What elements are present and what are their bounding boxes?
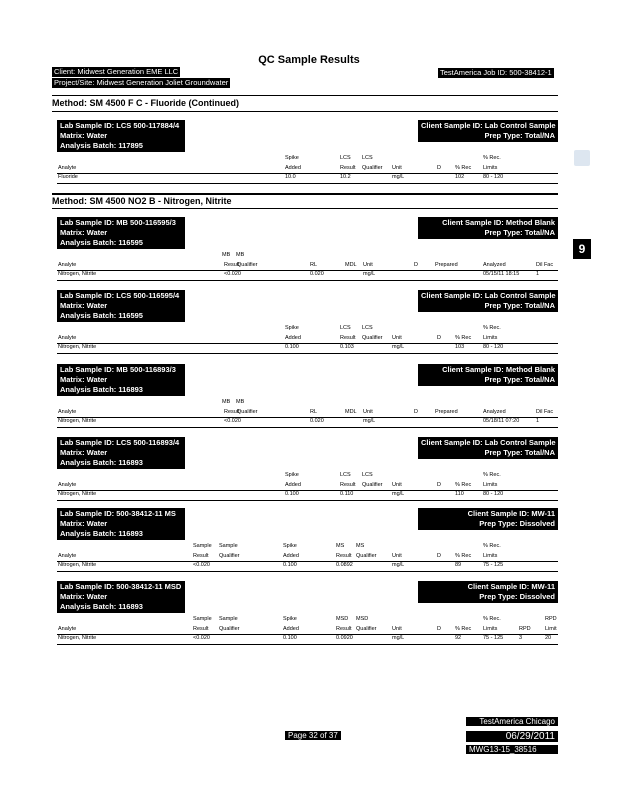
data-cell: 102 xyxy=(455,174,465,180)
method-heading-nitrite: Method: SM 4500 NO2 B - Nitrogen, Nitrite xyxy=(52,196,232,206)
column-header: Dil Fac xyxy=(536,409,554,415)
column-header: Added xyxy=(285,335,301,341)
header-rule xyxy=(52,95,558,96)
client-sample-line: Client Sample ID: Lab Control Sample xyxy=(421,291,556,300)
client-sample-line: Prep Type: Total/NA xyxy=(484,131,555,140)
data-cell: 0.100 xyxy=(283,635,297,641)
lab-sample-block xyxy=(57,364,185,396)
lab-sample-line: Analysis Batch: 116595 xyxy=(60,238,143,247)
lab-sample-line: Matrix: Water xyxy=(60,375,108,384)
client-sample-block xyxy=(418,217,558,239)
client-sample-block xyxy=(418,581,558,603)
data-cell: mg/L xyxy=(392,344,405,350)
column-header: Dil Fac xyxy=(536,262,554,268)
column-header: D xyxy=(437,626,441,632)
column-header: Analyte xyxy=(58,482,77,488)
column-header: Analyte xyxy=(58,165,77,171)
column-header: Qualifier xyxy=(237,409,258,415)
column-header: Analyte xyxy=(58,262,77,268)
column-header: Added xyxy=(283,553,299,559)
column-header: % Rec. xyxy=(483,325,501,331)
lab-sample-line: Matrix: Water xyxy=(60,131,108,140)
client-sample-line: Client Sample ID: Lab Control Sample xyxy=(421,438,556,447)
lab-sample-line: Analysis Batch: 116595 xyxy=(60,311,143,320)
data-cell: 0.0892 xyxy=(336,562,353,568)
client-sample-block xyxy=(418,120,558,142)
column-header: Result xyxy=(224,262,240,268)
data-cell: Nitrogen, Nitrite xyxy=(58,418,97,424)
column-header: Qualifier xyxy=(219,626,240,632)
column-header: LCS xyxy=(340,472,351,478)
column-header: Limits xyxy=(483,165,498,171)
column-header: Spike xyxy=(285,155,299,161)
client-sample-block xyxy=(418,437,558,459)
data-cell: <0.020 xyxy=(224,418,241,424)
lab-sample-line: Lab Sample ID: LCS 500-116893/4 xyxy=(60,438,180,447)
column-header: MS xyxy=(356,543,365,549)
data-cell: 103 xyxy=(455,344,465,350)
column-header: Limits xyxy=(483,482,498,488)
lab-sample-block xyxy=(57,437,185,469)
row-rule xyxy=(57,500,558,501)
column-header: Result xyxy=(340,335,356,341)
column-header: % Rec xyxy=(455,482,472,488)
column-header: % Rec xyxy=(455,335,472,341)
column-header: LCS xyxy=(362,155,373,161)
column-header: Added xyxy=(285,165,301,171)
client-sample-line: Client Sample ID: Method Blank xyxy=(442,365,555,374)
column-header: Sample xyxy=(219,543,238,549)
section-tab: 9 xyxy=(573,239,591,259)
data-cell: 1 xyxy=(536,271,540,277)
footer-code: MWG13-15_38516 xyxy=(466,745,558,754)
column-header: % Rec xyxy=(455,165,472,171)
data-cell: mg/L xyxy=(392,635,405,641)
column-header: Spike xyxy=(285,472,299,478)
data-cell: mg/L xyxy=(363,418,376,424)
column-header: Spike xyxy=(285,325,299,331)
data-cell: 0.100 xyxy=(285,491,299,497)
column-header: Added xyxy=(285,482,301,488)
column-header: Sample xyxy=(219,616,238,622)
method-rule-bottom xyxy=(52,208,558,209)
data-cell: 3 xyxy=(519,635,523,641)
column-header: D xyxy=(414,409,418,415)
data-cell: mg/L xyxy=(392,562,405,568)
data-cell: 10.2 xyxy=(340,174,351,180)
column-header: Spike xyxy=(283,616,297,622)
lab-sample-line: Analysis Batch: 116893 xyxy=(60,385,143,394)
client-line: Client: Midwest Generation EME LLC xyxy=(54,67,179,76)
column-header: % Rec. xyxy=(483,472,501,478)
column-header: Limits xyxy=(483,335,498,341)
data-cell: Nitrogen, Nitrite xyxy=(58,344,97,350)
column-header: D xyxy=(414,262,418,268)
column-header: Analyzed xyxy=(483,262,506,268)
client-sample-line: Client Sample ID: MW-11 xyxy=(467,582,555,591)
row-rule xyxy=(57,427,558,428)
data-cell: 0.103 xyxy=(340,344,354,350)
data-cell: Nitrogen, Nitrite xyxy=(58,491,97,497)
lab-sample-line: Lab Sample ID: 500-38412-11 MS xyxy=(60,509,176,518)
footer-lab: TestAmerica Chicago xyxy=(466,717,558,726)
column-header: Limits xyxy=(483,553,498,559)
row-rule xyxy=(57,353,558,354)
data-cell: 110 xyxy=(455,491,464,497)
data-cell: 75 - 125 xyxy=(483,635,504,641)
data-cell: mg/L xyxy=(363,271,376,277)
column-header: RPD xyxy=(545,616,557,622)
lab-sample-line: Matrix: Water xyxy=(60,592,108,601)
data-cell: 75 - 125 xyxy=(483,562,504,568)
column-header: LCS xyxy=(362,472,373,478)
data-cell: 80 - 120 xyxy=(483,344,504,350)
client-sample-line: Client Sample ID: Method Blank xyxy=(442,218,555,227)
lab-sample-line: Lab Sample ID: 500-38412-11 MSD xyxy=(60,582,182,591)
row-rule xyxy=(57,571,558,572)
column-header: Unit xyxy=(363,409,373,415)
data-cell: 0.100 xyxy=(285,344,299,350)
client-sample-block xyxy=(418,508,558,530)
column-header: Qualifier xyxy=(362,335,383,341)
client-sample-line: Prep Type: Dissolved xyxy=(479,592,555,601)
data-cell: 80 - 120 xyxy=(483,491,504,497)
job-id: TestAmerica Job ID: 500-38412-1 xyxy=(440,68,552,77)
column-header: LCS xyxy=(362,325,373,331)
client-sample-line: Client Sample ID: Lab Control Sample xyxy=(421,121,556,130)
data-cell: 80 - 120 xyxy=(483,174,504,180)
method-heading-fluoride: Method: SM 4500 F C - Fluoride (Continued) xyxy=(52,98,239,108)
column-header: Analyte xyxy=(58,553,77,559)
column-header: Qualifier xyxy=(356,553,377,559)
row-rule xyxy=(57,644,558,645)
column-header: Result xyxy=(193,626,209,632)
footer-date: 06/29/2011 xyxy=(466,731,558,742)
column-header: Prepared xyxy=(435,409,458,415)
lab-sample-line: Matrix: Water xyxy=(60,228,108,237)
data-cell: mg/L xyxy=(392,174,405,180)
column-header: Prepared xyxy=(435,262,458,268)
column-header: MS xyxy=(336,543,345,549)
column-header: Sample xyxy=(193,616,212,622)
page-title: QC Sample Results xyxy=(258,54,360,66)
lab-sample-line: Lab Sample ID: MB 500-116893/3 xyxy=(60,365,176,374)
lab-sample-block xyxy=(57,508,185,540)
client-sample-line: Prep Type: Total/NA xyxy=(484,228,555,237)
column-header: Result xyxy=(336,626,352,632)
column-header: Qualifier xyxy=(237,262,258,268)
lab-sample-line: Analysis Batch: 116893 xyxy=(60,602,143,611)
lab-sample-line: Analysis Batch: 116893 xyxy=(60,529,143,538)
column-header: LCS xyxy=(340,325,351,331)
column-header: Result xyxy=(340,165,356,171)
client-sample-line: Client Sample ID: MW-11 xyxy=(467,509,555,518)
column-header: MB xyxy=(222,252,231,258)
data-cell: Fluoride xyxy=(58,174,78,180)
method-rule xyxy=(52,111,558,112)
column-header: Unit xyxy=(392,335,402,341)
data-cell: <0.020 xyxy=(193,562,210,568)
column-header: D xyxy=(437,553,441,559)
data-cell: <0.020 xyxy=(224,271,241,277)
lab-sample-line: Lab Sample ID: LCS 500-117884/4 xyxy=(60,121,180,130)
column-header: Unit xyxy=(363,262,373,268)
column-header: Analyzed xyxy=(483,409,506,415)
lab-sample-line: Analysis Batch: 116893 xyxy=(60,458,143,467)
client-sample-line: Prep Type: Total/NA xyxy=(484,448,555,457)
lab-sample-block xyxy=(57,120,185,152)
data-cell: 0.0920 xyxy=(336,635,353,641)
column-header: Spike xyxy=(283,543,297,549)
data-cell: Nitrogen, Nitrite xyxy=(58,271,97,277)
data-cell: 89 xyxy=(455,562,462,568)
data-cell: 05/15/11 18:15 xyxy=(483,271,520,277)
column-header: Unit xyxy=(392,626,402,632)
column-header: MSD xyxy=(356,616,369,622)
column-header: Analyte xyxy=(58,335,77,341)
data-cell: 0.100 xyxy=(283,562,297,568)
lab-sample-line: Analysis Batch: 117895 xyxy=(60,141,143,150)
column-header: MDL xyxy=(345,262,357,268)
column-header: Analyte xyxy=(58,409,77,415)
column-header: Unit xyxy=(392,165,402,171)
lab-sample-line: Matrix: Water xyxy=(60,448,108,457)
row-rule xyxy=(57,280,558,281)
column-header: Analyte xyxy=(58,626,77,632)
data-cell: 0.110 xyxy=(340,491,354,497)
column-header: Unit xyxy=(392,482,402,488)
column-header: MB xyxy=(236,399,245,405)
column-header: Qualifier xyxy=(362,482,383,488)
column-header: MSD xyxy=(336,616,349,622)
client-sample-block xyxy=(418,364,558,386)
client-sample-line: Prep Type: Dissolved xyxy=(479,519,555,528)
column-header: RL xyxy=(310,262,318,268)
column-header: Unit xyxy=(392,553,402,559)
column-header: D xyxy=(437,482,441,488)
lab-sample-line: Lab Sample ID: LCS 500-116595/4 xyxy=(60,291,180,300)
data-cell: 10.0 xyxy=(285,174,296,180)
data-cell: mg/L xyxy=(392,491,405,497)
method-rule-top xyxy=(52,193,558,195)
lab-sample-line: Lab Sample ID: MB 500-116595/3 xyxy=(60,218,176,227)
lab-sample-block xyxy=(57,217,185,249)
column-header: RL xyxy=(310,409,318,415)
row-rule xyxy=(57,183,558,184)
data-cell: 05/18/11 07:20 xyxy=(483,418,520,424)
data-cell: Nitrogen, Nitrite xyxy=(58,635,97,641)
column-header: % Rec xyxy=(455,626,472,632)
column-header: Qualifier xyxy=(362,165,383,171)
column-header: D xyxy=(437,165,441,171)
data-cell: <0.020 xyxy=(193,635,210,641)
column-header: Result xyxy=(224,409,240,415)
column-header: % Rec. xyxy=(483,155,501,161)
data-cell: 0.020 xyxy=(310,418,324,424)
column-header: Result xyxy=(340,482,356,488)
project-line: Project/Site: Midwest Generation Joliet Groundwater xyxy=(54,78,229,87)
data-cell: Nitrogen, Nitrite xyxy=(58,562,97,568)
column-header: Limits xyxy=(483,626,498,632)
column-header: % Rec. xyxy=(483,616,501,622)
column-header: Limit xyxy=(545,626,557,632)
column-header: Result xyxy=(336,553,352,559)
column-header: % Rec. xyxy=(483,543,501,549)
lab-sample-block xyxy=(57,581,185,613)
lab-sample-block xyxy=(57,290,185,322)
column-header: LCS xyxy=(340,155,351,161)
column-header: Added xyxy=(283,626,299,632)
client-sample-block xyxy=(418,290,558,312)
column-header: MB xyxy=(222,399,231,405)
column-header: MDL xyxy=(345,409,357,415)
lab-sample-line: Matrix: Water xyxy=(60,519,108,528)
page-number: Page 32 of 37 xyxy=(285,731,341,740)
column-header: % Rec xyxy=(455,553,472,559)
data-cell: 1 xyxy=(536,418,540,424)
column-header: Result xyxy=(193,553,209,559)
client-sample-line: Prep Type: Total/NA xyxy=(484,301,555,310)
side-tab-faint xyxy=(574,150,590,166)
data-cell: 20 xyxy=(545,635,552,641)
data-cell: 0.020 xyxy=(310,271,324,277)
column-header: Qualifier xyxy=(356,626,377,632)
column-header: D xyxy=(437,335,441,341)
lab-sample-line: Matrix: Water xyxy=(60,301,108,310)
column-header: RPD xyxy=(519,626,531,632)
data-cell: 92 xyxy=(455,635,462,641)
column-header: Sample xyxy=(193,543,212,549)
column-header: Qualifier xyxy=(219,553,240,559)
client-sample-line: Prep Type: Total/NA xyxy=(484,375,555,384)
column-header: MB xyxy=(236,252,245,258)
